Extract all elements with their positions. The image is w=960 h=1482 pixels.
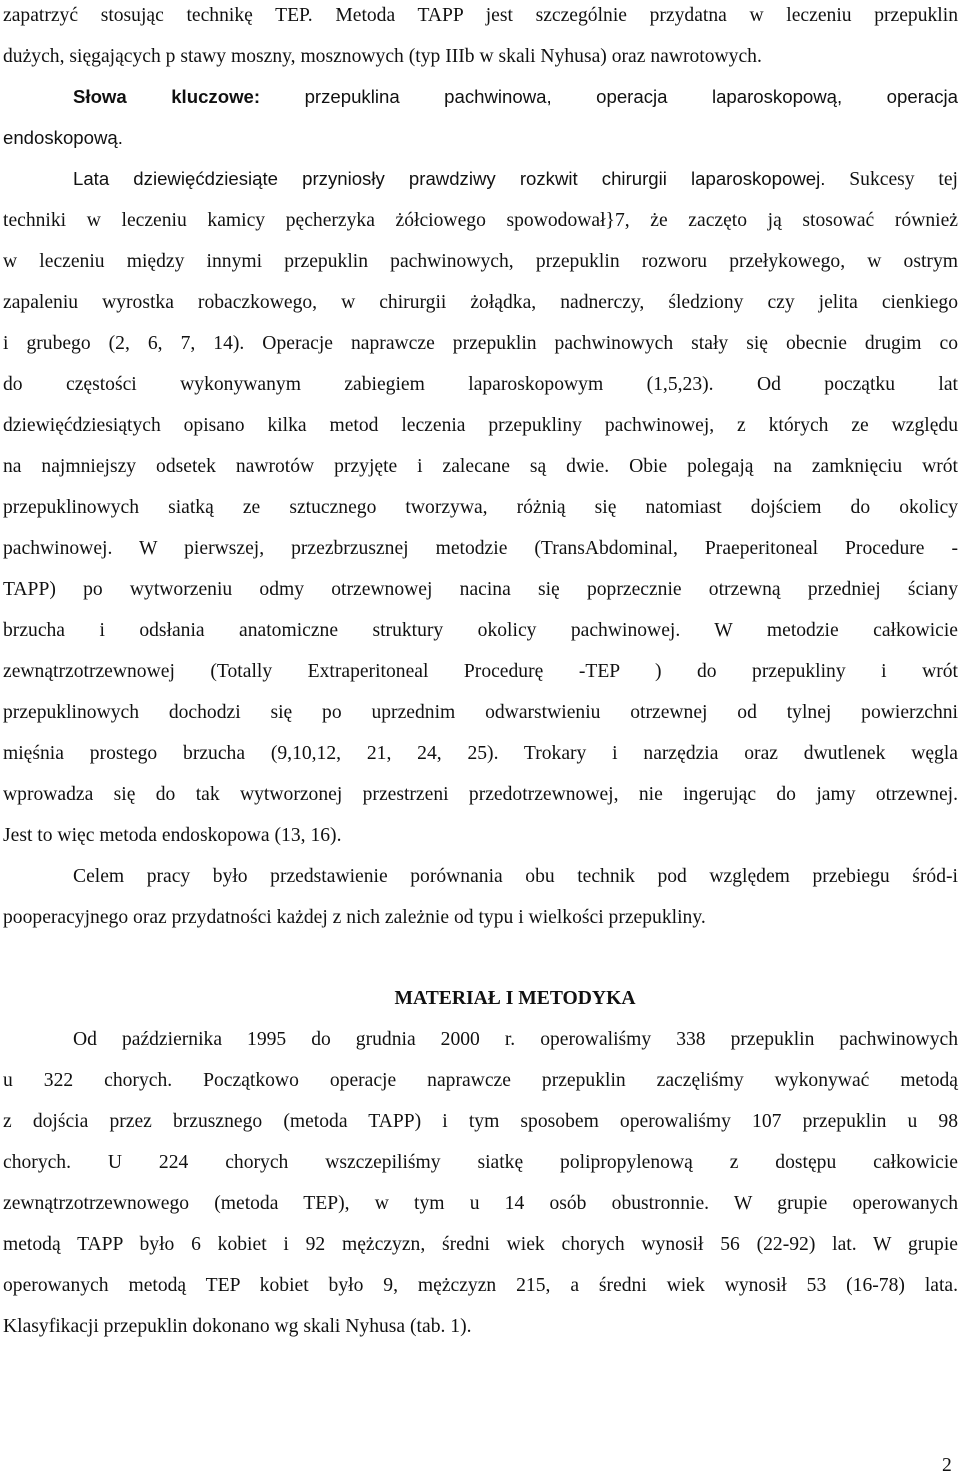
text-line: Od października 1995 do grudnia 2000 r. operowaliśmy 338 przepuklin pachwinowych xyxy=(73,1029,958,1050)
text-line: TAPP) po wytworzeniu odmy otrzewnowej nacina się poprzecznie otrzewną przedniej ściany xyxy=(3,579,958,600)
text-line: do częstości wykonywanym zabiegiem laparoskopowym (1,5,23). Od początku lat xyxy=(3,374,958,395)
section-heading: MATERIAŁ I METODYKA xyxy=(394,988,636,1009)
text-line: dużych, sięgających p stawy moszny, mosznowych (typ IIIb w skali Nyhusa) oraz nawrotowych. xyxy=(3,46,762,67)
page-number: 2 xyxy=(942,1455,952,1476)
keywords-text: przepuklina pachwinowa, operacja laparoskopową, operacja xyxy=(304,86,958,107)
text-line: zapatrzyć stosując technikę TEP. Metoda TAPP jest szczególnie przydatna w leczeniu przepuklin xyxy=(3,5,958,26)
text-line: z dojścia przez brzusznego (metoda TAPP) i tym sposobem operowaliśmy 107 przepuklin u 98 xyxy=(3,1111,958,1132)
text-line: Jest to więc metoda endoskopowa (13, 16). xyxy=(3,825,342,846)
text-line: endoskopową. xyxy=(3,127,123,148)
text-line: u 322 chorych. Początkowo operacje naprawcze przepuklin zaczęliśmy wykonywać metodą xyxy=(3,1070,958,1091)
text-line: brzucha i odsłania anatomiczne struktury okolicy pachwinowej. W metodzie całkowicie xyxy=(3,620,958,641)
keywords-line xyxy=(73,88,958,107)
text-line: chorych. U 224 chorych wszczepiliśmy siatkę polipropylenową z dostępu całkowicie xyxy=(3,1152,958,1173)
keywords-label: Słowa kluczowe: xyxy=(73,86,261,107)
text-line: przepuklinowych dochodzi się po uprzednim odwarstwieniu otrzewnej od tylnej powierzchni xyxy=(3,702,958,723)
text-line: pachwinowej. W pierwszej, przezbrzusznej metodzie (TransAbdominal, Praeperitoneal Procedure - xyxy=(3,538,958,559)
text-line: na najmniejszy odsetek nawrotów przyjęte i zalecane są dwie. Obie polegają na zamknięciu wrót xyxy=(3,456,958,477)
text-line: metodą TAPP było 6 kobiet i 92 mężczyzn, średni wiek chorych wynosił 56 (22-92) lat. W grupie xyxy=(3,1234,958,1255)
text-line: pooperacyjnego oraz przydatności każdej z nich zależnie od typu i wielkości przepukliny. xyxy=(3,907,706,928)
text-line: techniki w leczeniu kamicy pęcherzyka żółciowego spowodował}7, że zaczęto ją stosować również xyxy=(3,210,958,231)
text-line: zapaleniu wyrostka robaczkowego, w chirurgii żołądka, nadnerczy, śledziony czy jelita cienkiego xyxy=(3,292,958,313)
text-span: Sukcesy tej xyxy=(849,169,958,190)
text-span: Lata dziewięćdziesiąte przyniosły prawdziwy rozkwit chirurgii laparoskopowej. xyxy=(73,168,826,189)
text-line xyxy=(73,170,958,190)
text-line: zewnątrzotrzewnowej (Totally Extraperitoneal Procedurę -TEP ) do przepukliny i wrót xyxy=(3,661,958,682)
text-line: dziewięćdziesiątych opisano kilka metod leczenia przepukliny pachwinowej, z których ze względu xyxy=(3,415,958,436)
text-line: i grubego (2, 6, 7, 14). Operacje naprawcze przepuklin pachwinowych stały się obecnie drugim co xyxy=(3,333,958,354)
text-line: zewnątrzotrzewnowego (metoda TEP), w tym u 14 osób obustronnie. W grupie operowanych xyxy=(3,1193,958,1214)
text-line: Klasyfikacji przepuklin dokonano wg skali Nyhusa (tab. 1). xyxy=(3,1316,472,1337)
text-line: przepuklinowych siatką ze sztucznego tworzywa, różnią się natomiast dojściem do okolicy xyxy=(3,497,958,518)
text-line: w leczeniu między innymi przepuklin pachwinowych, przepuklin rozworu przełykowego, w ostrym xyxy=(3,251,958,272)
text-line: operowanych metodą TEP kobiet było 9, mężczyzn 215, a średni wiek wynosił 53 (16-78) lata. xyxy=(3,1275,958,1296)
text-line: Celem pracy było przedstawienie porównania obu technik pod względem przebiegu śród-i xyxy=(73,866,958,887)
text-line: mięśnia prostego brzucha (9,10,12, 21, 24, 25). Trokary i narzędzia oraz dwutlenek węgla xyxy=(3,743,958,764)
text-line: wprowadza się do tak wytworzonej przestrzeni przedotrzewnowej, nie ingerując do jamy otrzewnej. xyxy=(3,784,958,805)
